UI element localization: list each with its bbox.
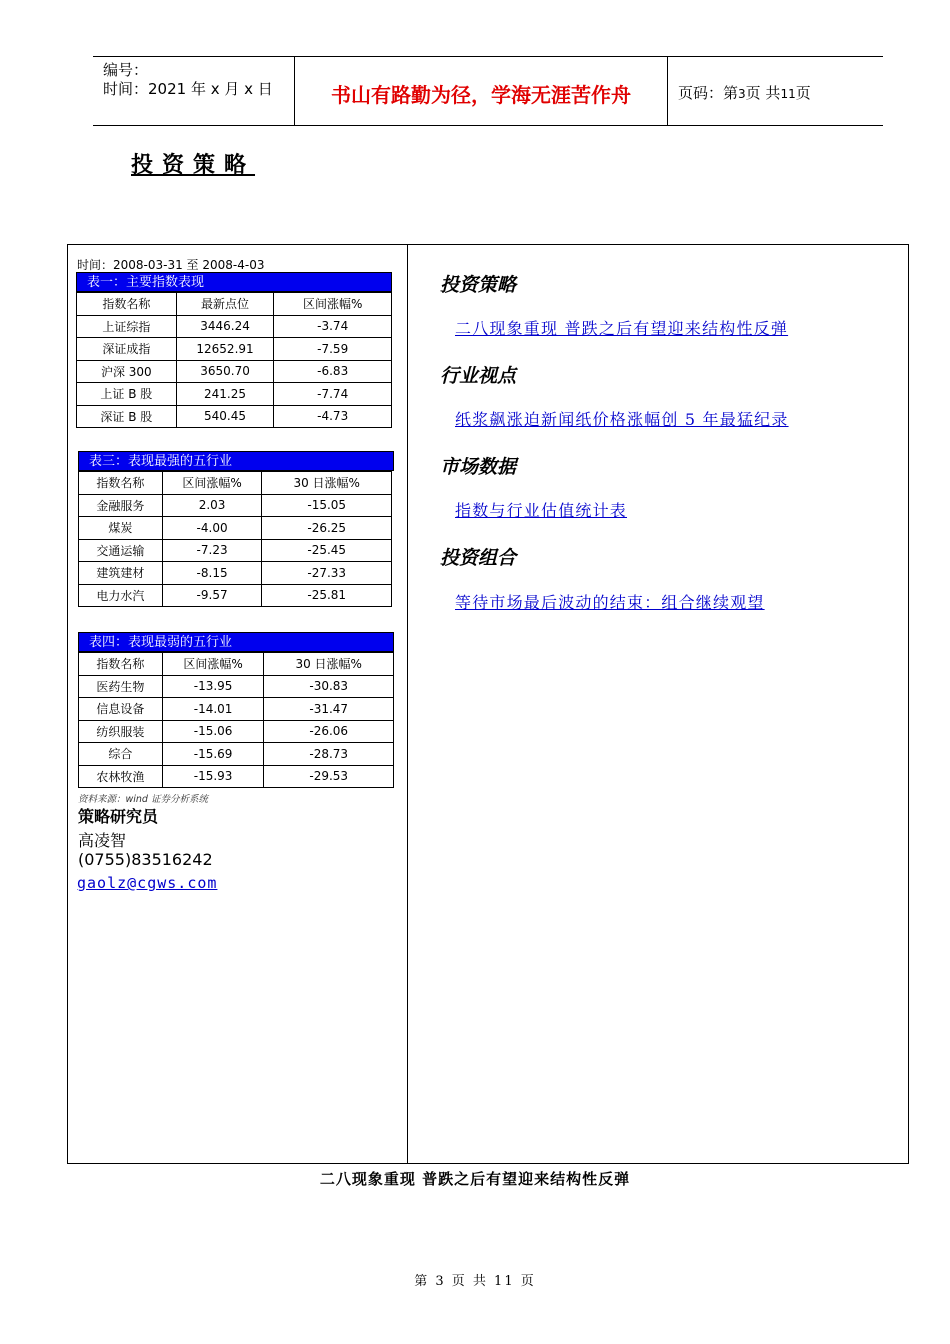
column-header: 指数名称	[79, 653, 163, 676]
table3-title: 表三：表现最强的五行业	[78, 451, 394, 471]
link-industry-article[interactable]: 纸浆飙涨迫新闻纸价格涨幅创 5 年最猛纪录	[455, 410, 789, 429]
page-mid: 页 共	[745, 84, 781, 102]
page-title: 投资策略	[131, 152, 256, 178]
column-header: 区间涨幅%	[162, 472, 262, 495]
table-row	[79, 765, 394, 788]
table-cell: 煤炭	[79, 517, 163, 540]
table-header-row	[79, 653, 394, 676]
table-row	[77, 338, 392, 361]
table-cell: 综合	[79, 743, 163, 766]
table-cell: 2.03	[162, 494, 262, 517]
table-cell: -25.45	[262, 539, 392, 562]
time-label: 时间：2021 年 x 月 x 日	[103, 80, 273, 98]
table-row	[77, 405, 392, 428]
data-source: 资料来源：wind 证券分析系统	[78, 794, 208, 805]
table-cell: 信息设备	[79, 698, 163, 721]
section-heading-market-data: 市场数据	[440, 456, 517, 478]
analyst-name: 高凌智	[78, 831, 127, 850]
table-cell: -6.83	[274, 360, 392, 383]
page-header	[93, 56, 883, 126]
section-heading-strategy: 投资策略	[440, 274, 517, 296]
table1	[76, 272, 392, 428]
table-header-row	[79, 472, 392, 495]
table-cell: 沪深 300	[77, 360, 177, 383]
table-cell: -7.59	[274, 338, 392, 361]
table-cell: 540.45	[176, 405, 274, 428]
table-cell: 纺织服装	[79, 720, 163, 743]
table-cell: 3446.24	[176, 315, 274, 338]
header-divider	[667, 57, 668, 125]
table-cell: -25.81	[262, 584, 392, 607]
table-cell: 上证 B 股	[77, 383, 177, 406]
table-row	[79, 494, 392, 517]
table-cell: -29.53	[264, 765, 394, 788]
column-header: 区间涨幅%	[274, 293, 392, 316]
table-row	[77, 383, 392, 406]
analyst-heading: 策略研究员	[78, 807, 159, 826]
table4-grid	[78, 652, 394, 788]
table-row	[79, 539, 392, 562]
section-heading-portfolio: 投资组合	[440, 547, 517, 569]
table-cell: 3650.70	[176, 360, 274, 383]
table-row	[79, 698, 394, 721]
table-cell: -9.57	[162, 584, 262, 607]
table-cell: 农林牧渔	[79, 765, 163, 788]
table-row	[79, 584, 392, 607]
table-cell: 深证成指	[77, 338, 177, 361]
table-cell: 241.25	[176, 383, 274, 406]
analyst-phone: (0755)83516242	[78, 850, 213, 869]
table4-title: 表四：表现最弱的五行业	[78, 632, 394, 652]
table-cell: -7.74	[274, 383, 392, 406]
table-row	[79, 720, 394, 743]
table-cell: -15.93	[162, 765, 264, 788]
page-footer: 第 3 页 共 11 页	[414, 1274, 536, 1289]
column-header: 区间涨幅%	[162, 653, 264, 676]
table-cell: -30.83	[264, 675, 394, 698]
table-cell: -15.06	[162, 720, 264, 743]
page-code	[678, 82, 811, 103]
link-portfolio-article[interactable]: 等待市场最后波动的结束：组合继续观望	[455, 593, 765, 612]
table-cell: 金融服务	[79, 494, 163, 517]
table-cell: -3.74	[274, 315, 392, 338]
table-cell: -13.95	[162, 675, 264, 698]
table-cell: -31.47	[264, 698, 394, 721]
column-header: 30 日涨幅%	[262, 472, 392, 495]
table3	[78, 451, 394, 607]
table-row	[79, 675, 394, 698]
page-number: 3	[738, 87, 746, 101]
analyst-email-link[interactable]: gaolz@cgws.com	[77, 874, 218, 892]
page-prefix: 页码：第	[678, 84, 739, 102]
table-cell: -15.05	[262, 494, 392, 517]
article-caption: 二八现象重现 普跌之后有望迎来结构性反弹	[319, 1170, 631, 1188]
table-cell: 12652.91	[176, 338, 274, 361]
table-header-row	[77, 293, 392, 316]
table-cell: -14.01	[162, 698, 264, 721]
page-total: 11	[780, 87, 796, 101]
motto: 书山有路勤为径，学海无涯苦作舟	[331, 83, 631, 107]
table-cell: 医药生物	[79, 675, 163, 698]
table-row	[79, 517, 392, 540]
table-cell: 建筑建材	[79, 562, 163, 585]
table1-grid	[76, 292, 392, 428]
table-cell: -15.69	[162, 743, 264, 766]
section-heading-industry: 行业视点	[440, 365, 517, 387]
table-row	[79, 562, 392, 585]
period-label: 时间：2008-03-31 至 2008-4-03	[77, 258, 265, 272]
table-row	[77, 315, 392, 338]
table-cell: -7.23	[162, 539, 262, 562]
column-divider	[407, 245, 408, 1163]
table4	[78, 632, 394, 788]
table-row	[77, 360, 392, 383]
table-row	[79, 743, 394, 766]
column-header: 指数名称	[77, 293, 177, 316]
table-cell: -28.73	[264, 743, 394, 766]
link-market-data[interactable]: 指数与行业估值统计表	[455, 501, 628, 520]
table3-grid	[78, 471, 392, 607]
page-suffix: 页	[795, 84, 811, 102]
table-cell: 交通运输	[79, 539, 163, 562]
column-header: 指数名称	[79, 472, 163, 495]
table-cell: -27.33	[262, 562, 392, 585]
column-header: 30 日涨幅%	[264, 653, 394, 676]
table-cell: -26.06	[264, 720, 394, 743]
link-strategy-article[interactable]: 二八现象重现 普跌之后有望迎来结构性反弹	[455, 319, 789, 338]
table-cell: -4.73	[274, 405, 392, 428]
number-label: 编号：	[103, 61, 149, 79]
column-header: 最新点位	[176, 293, 274, 316]
table-cell: 电力水汽	[79, 584, 163, 607]
table1-title: 表一：主要指数表现	[76, 272, 392, 292]
table-cell: -4.00	[162, 517, 262, 540]
table-cell: -26.25	[262, 517, 392, 540]
table-cell: -8.15	[162, 562, 262, 585]
table-cell: 上证综指	[77, 315, 177, 338]
table-cell: 深证 B 股	[77, 405, 177, 428]
header-meta	[103, 61, 273, 99]
